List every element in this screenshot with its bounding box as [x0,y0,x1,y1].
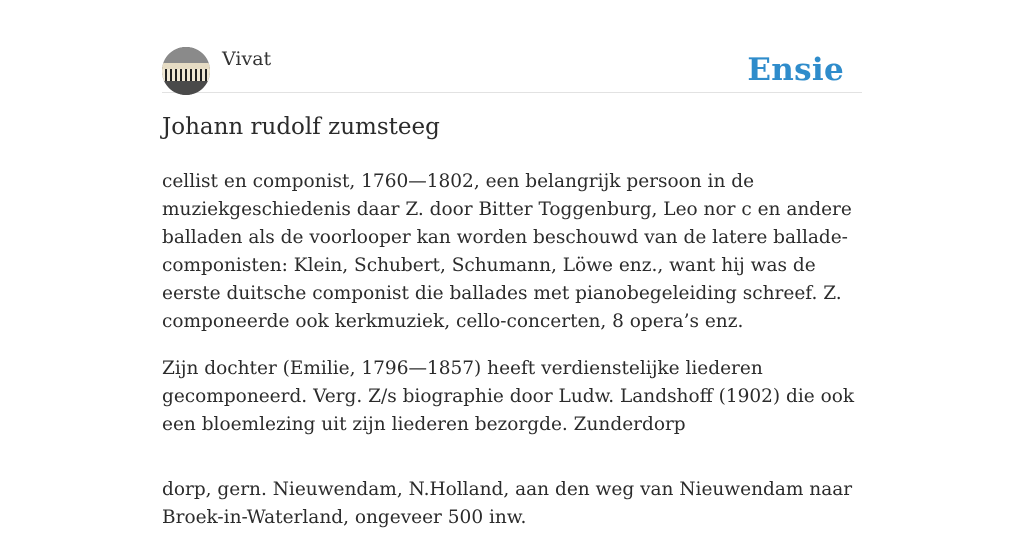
site-logo[interactable]: Ensie [747,52,844,88]
article-paragraph: Zijn dochter (Emilie, 1796—1857) heeft verdienstelijke liederen gecomponeerd. Verg. Z/s biographie door Ludw. Landshoff (1902) die ook een bloemlezing uit zijn liederen bezorgde. Zunderdorp [162,358,855,435]
username-link[interactable]: Vivat [222,48,272,70]
article-paragraph: cellist en componist, 1760—1802, een belangrijk persoon in de muziekgeschiedenis daar Z. door Bitter Toggenburg, Leo nor c en andere balladen als de voorlooper kan worden beschouwd van de latere ballade-componisten: Klein, Schubert, Schumann, Löwe enz., want hij was de eerste duitsche componist die ballades met pianobegeleiding schreef. Z. componeerde ook kerkmuziek, cello-concerten, 8 opera’s enz. [162,171,852,332]
article-paragraph: dorp, gern. Nieuwendam, N.Holland, aan den weg van Nieuwendam naar Broek-in-Waterland, ongeveer 500 inw. [162,479,853,528]
avatar-image [162,47,210,95]
article-body [162,168,862,551]
header [162,46,862,93]
avatar[interactable] [162,47,210,95]
article-title: Johann rudolf zumsteeg [162,114,440,140]
